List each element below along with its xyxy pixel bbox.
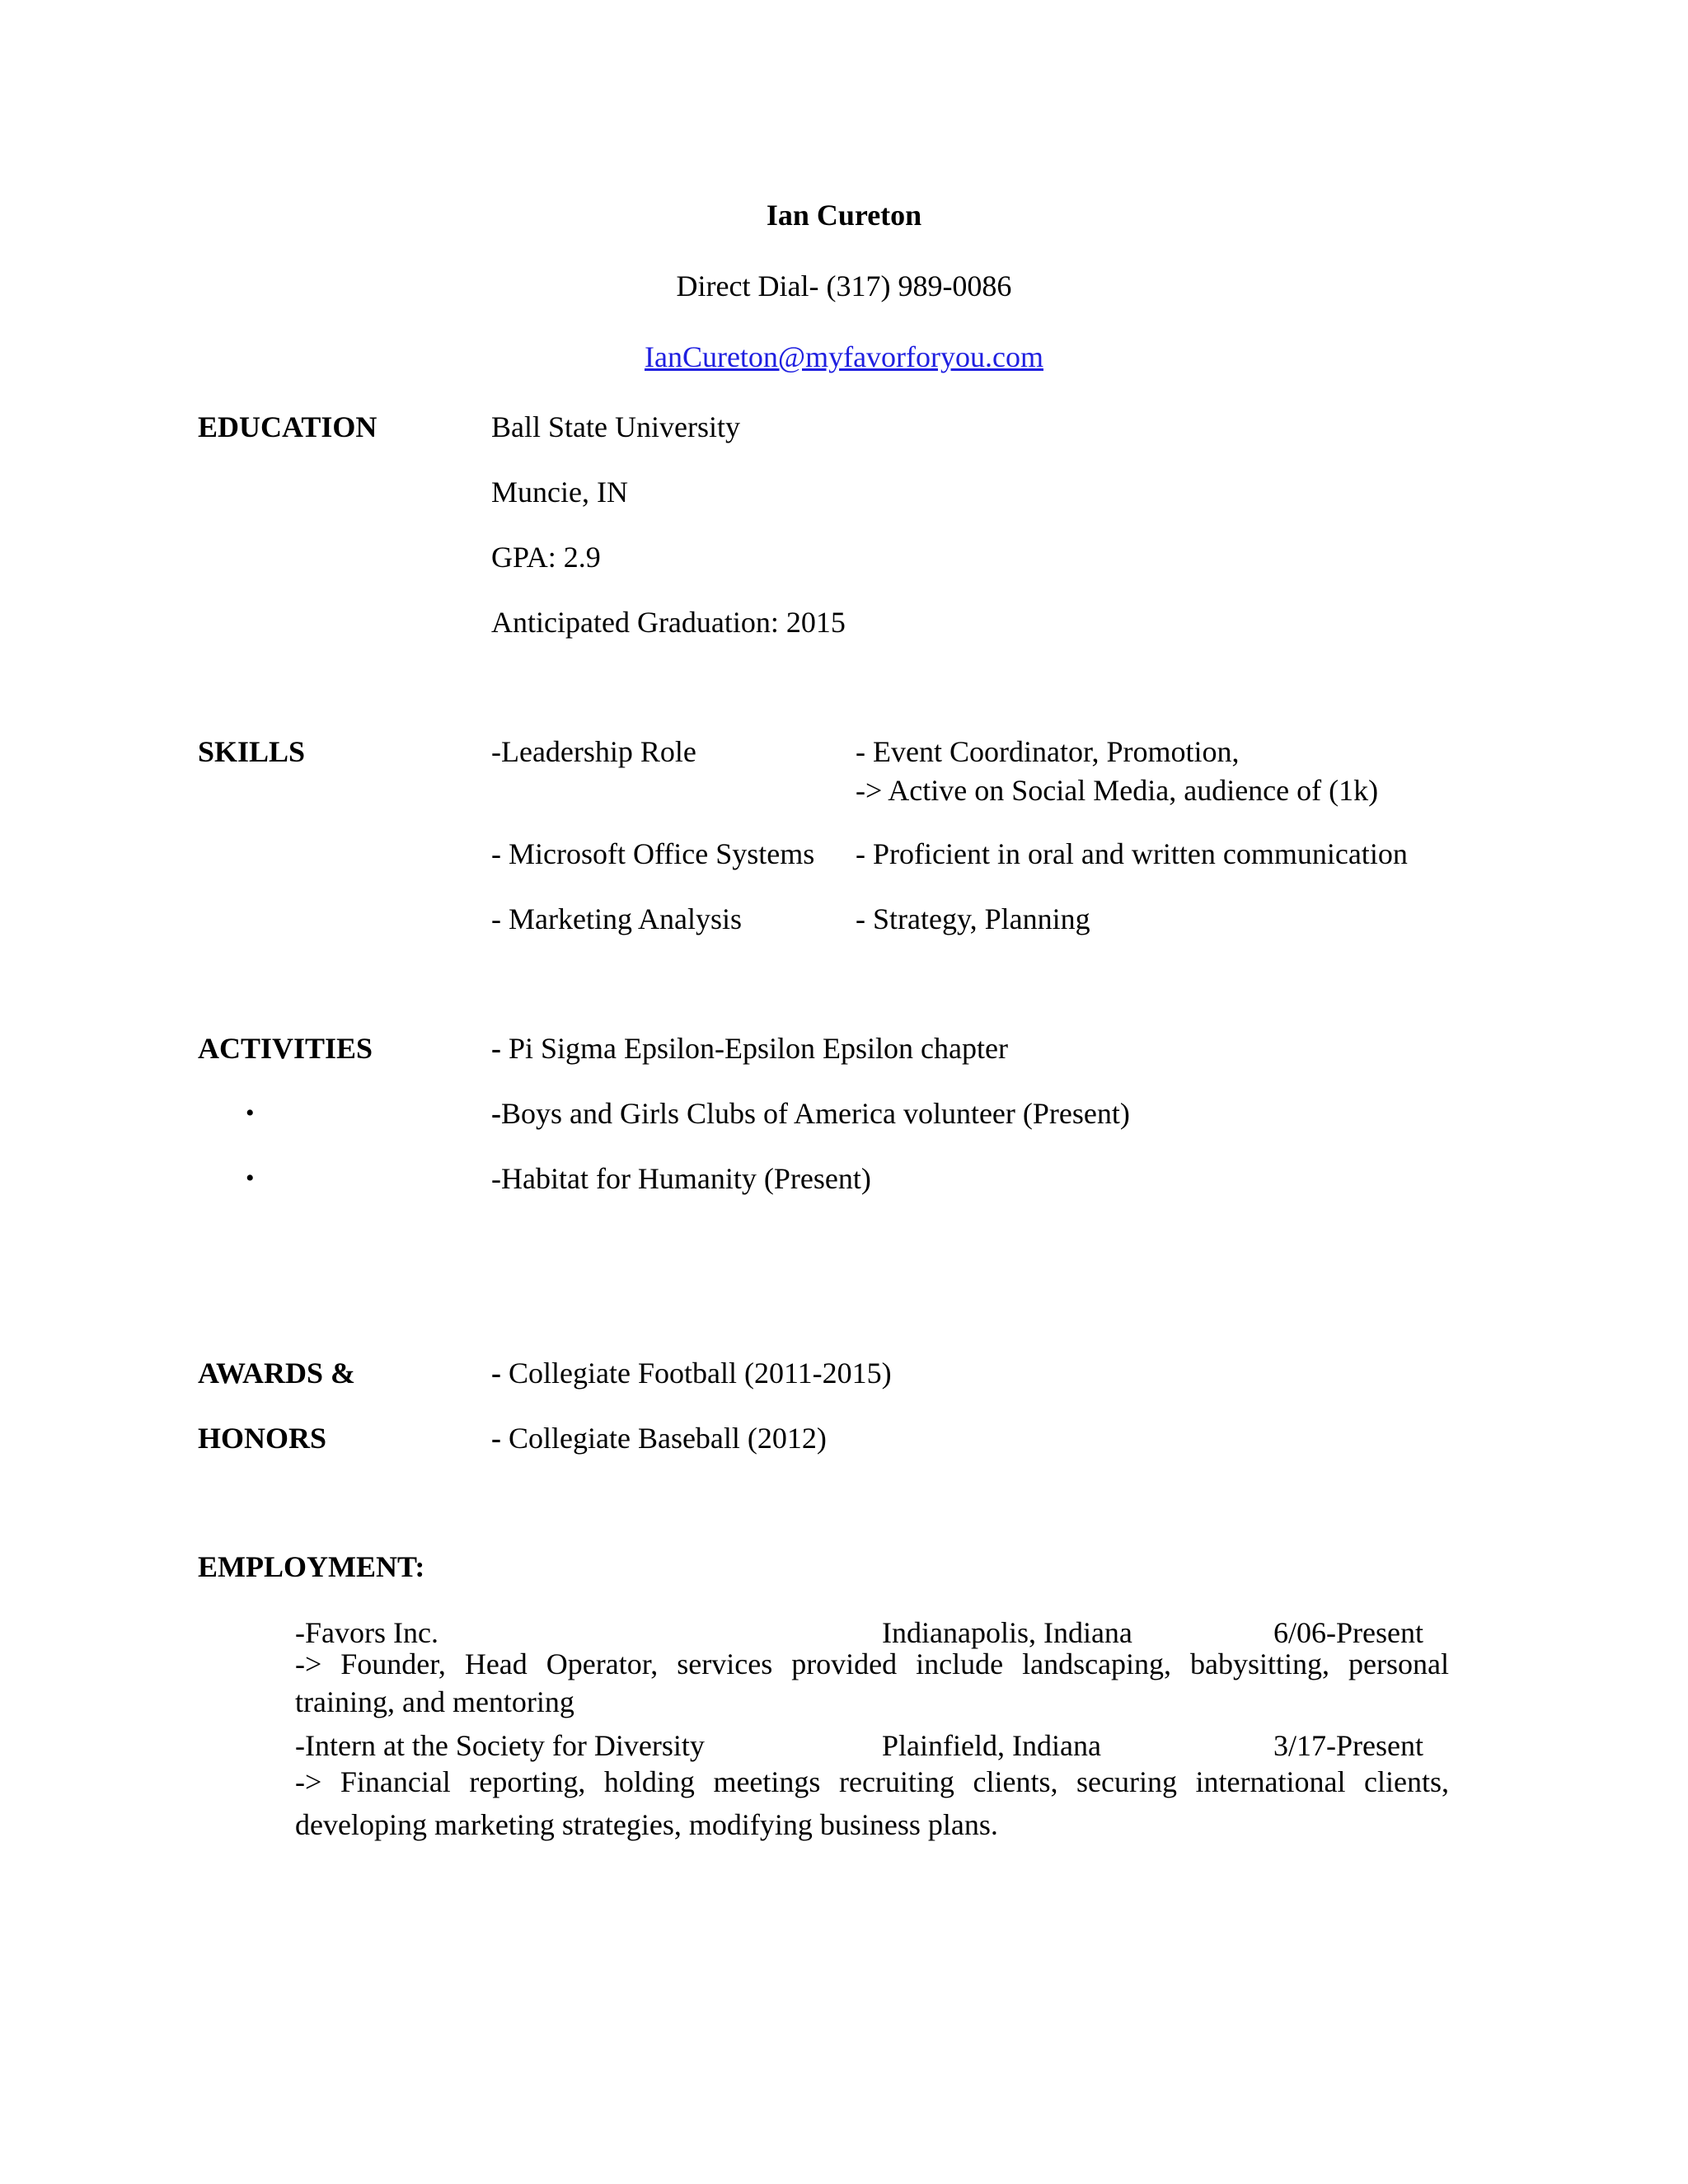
bullet-icon: • — [246, 1165, 255, 1192]
award-dash: - — [491, 1422, 501, 1455]
activity-item-2 — [491, 1099, 1130, 1128]
award-text: Collegiate Baseball (2012) — [501, 1422, 827, 1455]
activity-item-3 — [491, 1164, 871, 1193]
award-dash: - — [491, 1357, 501, 1390]
awards-heading-line1: AWARDS & — [198, 1357, 356, 1390]
activity-dash: - — [491, 1097, 501, 1130]
email-link[interactable]: IanCureton@myfavorforyou.com — [644, 340, 1043, 373]
job-2-dates: 3/17-Present — [1273, 1729, 1423, 1762]
skill-left-1: -Leadership Role — [491, 735, 696, 768]
skill-left-2: - Microsoft Office Systems — [491, 837, 815, 870]
phone-number: Direct Dial- (317) 989-0086 — [676, 269, 1012, 302]
skill-right-1: - Event Coordinator, Promotion, — [856, 735, 1240, 768]
activity-dash: - — [491, 1032, 501, 1065]
bullet-icon: • — [246, 1099, 255, 1127]
education-heading: EDUCATION — [198, 410, 377, 443]
job-1-description: -> Founder, Head Operator, services provided include landscaping, babysitting, personal training, and mentoring — [295, 1647, 1449, 1718]
activity-item-1 — [491, 1033, 1008, 1063]
job-2-org: -Intern at the Society for Diversity — [295, 1729, 705, 1762]
email-line — [0, 342, 1688, 372]
award-item-2 — [491, 1423, 827, 1453]
education-graduation: Anticipated Graduation: 2015 — [491, 606, 846, 639]
job-1-location: Indianapolis, Indiana — [882, 1616, 1132, 1649]
awards-heading-line2: HONORS — [198, 1422, 327, 1455]
education-gpa: GPA: 2.9 — [491, 541, 601, 574]
award-text: Collegiate Football (2011-2015) — [501, 1357, 892, 1390]
activity-text: -Habitat for Humanity (Present) — [491, 1162, 871, 1195]
activity-text: Pi Sigma Epsilon-Epsilon Epsilon chapter — [501, 1032, 1008, 1065]
skill-left-3: - Marketing Analysis — [491, 902, 742, 935]
skill-right-2: - Proficient in oral and written communication — [856, 837, 1408, 870]
activities-heading: ACTIVITIES — [198, 1032, 373, 1065]
job-2-location: Plainfield, Indiana — [882, 1729, 1101, 1762]
skill-right-3: - Strategy, Planning — [856, 902, 1090, 935]
education-location: Muncie, IN — [491, 476, 628, 509]
job-1-dates: 6/06-Present — [1273, 1616, 1423, 1649]
activity-text: Boys and Girls Clubs of America volunteer (Present) — [501, 1097, 1130, 1130]
resume-name: Ian Cureton — [766, 199, 922, 232]
award-item-1 — [491, 1358, 892, 1388]
skill-right-1-detail: -> Active on Social Media, audience of (1k) — [856, 774, 1379, 807]
job-1-org: -Favors Inc. — [295, 1616, 438, 1649]
job-2-description: -> Financial reporting, holding meetings recruiting clients, securing international clients, developing marketing strategies, modifying business plans. — [295, 1765, 1449, 1841]
employment-heading: EMPLOYMENT: — [198, 1550, 425, 1583]
education-school: Ball State University — [491, 410, 740, 443]
skills-heading: SKILLS — [198, 735, 306, 768]
